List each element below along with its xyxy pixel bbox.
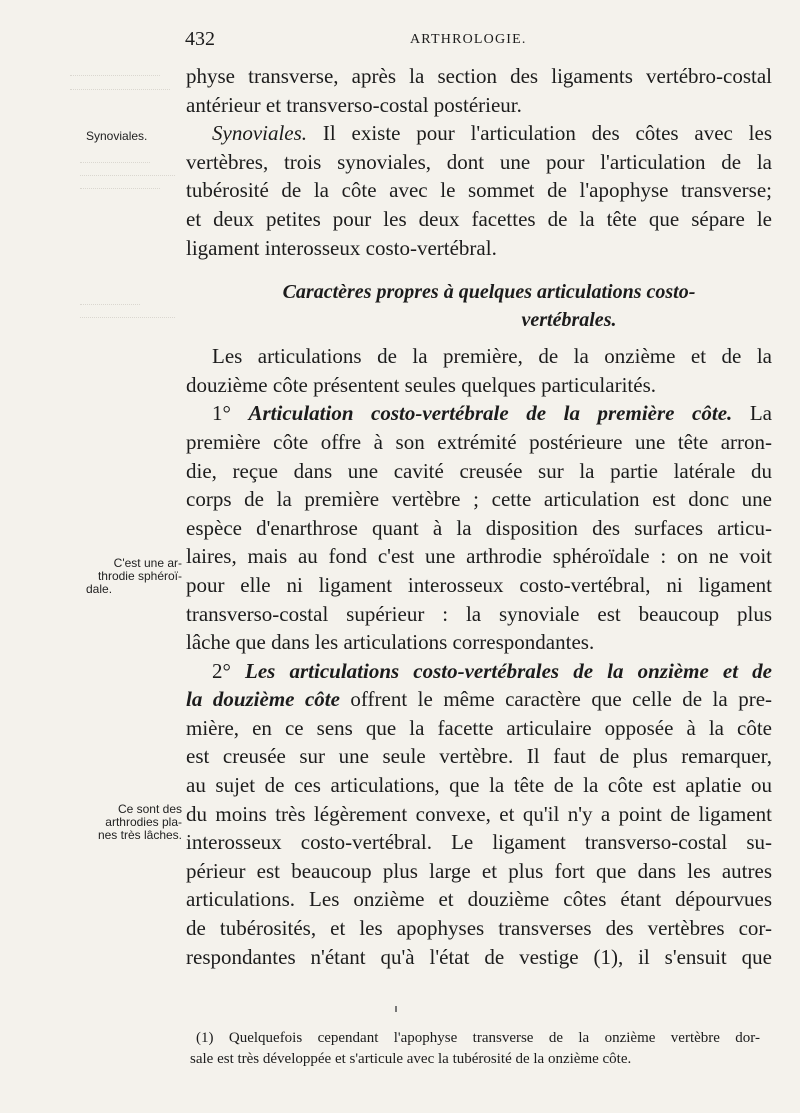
text-line: antérieur et transverso-costal postérieur.: [186, 92, 522, 117]
text-line: pour elle ni ligament interosseux costo-vertébral, ni ligament: [186, 572, 772, 597]
text-line: première côte offre à son extrémité postérieure une tête arron-: [186, 429, 772, 454]
text-line: physe transverse, après la section des ligaments vertébro-costal: [186, 64, 772, 88]
text-line: vertèbres, trois synoviales, dont une pour l'articulation de la: [186, 149, 772, 174]
margin-note-line: C'est une ar-: [113, 556, 182, 570]
text-line: douzième côte présentent seules quelques particularités.: [186, 372, 656, 397]
text-line: et deux petites pour les deux facettes de la tête que sépare le: [186, 206, 772, 231]
item-number: 2°: [212, 658, 231, 683]
text-line: de tubérosités, et les apophyses transverses des vertèbres cor-: [186, 916, 772, 941]
running-title: ARTHROLOGIE.: [410, 32, 527, 47]
text-line: respondantes n'étant qu'à l'état de vestige (1), il s'ensuit que: [186, 944, 772, 969]
footnote-mark: [395, 1006, 397, 1012]
text-line: tubérosité de la côte avec le sommet de l'apophyse transverse;: [186, 178, 772, 203]
show-through-text: [80, 292, 180, 332]
page-number: 432: [185, 28, 215, 50]
margin-note-planes: [62, 803, 182, 842]
text-line: die, reçue dans une cavité creusée sur la partie latérale du: [186, 458, 772, 483]
section-heading: vertébrales.: [521, 309, 617, 332]
text-line: transverso-costal supérieur : la synoviale est beaucoup plus: [186, 601, 772, 626]
paragraph-lead: Synoviales.: [212, 121, 308, 146]
text-line: mière, en ce sens que la facette articulaire opposée à la côte: [186, 715, 772, 740]
footnote-line: sale est très développée et s'articule avec la tubérosité de la onzième côte.: [190, 1051, 632, 1067]
text-line: [186, 399, 772, 428]
text-line: du moins très légèrement convexe, et qu'il n'y a point de ligament: [186, 801, 772, 826]
text-line: est creusée sur une seule vertèbre. Il faut de plus remarquer,: [186, 744, 772, 769]
footnote: [190, 1028, 760, 1070]
running-header: [185, 26, 745, 56]
text-run: offrent le même caractère que celle de la pre-: [339, 687, 773, 712]
margin-note-arthrodie: [64, 557, 182, 596]
text-line: [186, 685, 772, 714]
text-line: interosseux costo-vertébral. Le ligament transverso-costal su-: [186, 830, 772, 855]
margin-note-line: arthrodies pla-: [105, 815, 182, 829]
text-line: laires, mais au fond c'est une arthrodie sphéroïdale : on ne voit: [186, 544, 772, 569]
paragraph-lead: Articulation costo-vertébrale de la première côte.: [248, 401, 733, 426]
show-through-text: [70, 62, 180, 102]
text-run: La: [732, 401, 772, 426]
margin-note-line: dale.: [86, 582, 113, 596]
margin-note-line: nes très lâches.: [97, 828, 182, 842]
margin-note-line: throdie sphéroï-: [97, 569, 182, 583]
section-heading: Caractères propres à quelques articulations costo-: [282, 281, 696, 304]
text-line: périeur est beaucoup plus large et plus fort que dans les autres: [186, 858, 772, 883]
text-line: Les articulations de la première, de la onzième et de la: [212, 344, 772, 369]
text-line: articulations. Les onzième et douzième côtes étant dépourvues: [186, 887, 772, 912]
text-line: [186, 657, 772, 686]
show-through-text: [80, 150, 180, 190]
item-number: 1°: [212, 401, 231, 426]
margin-note-text: Synoviales.: [86, 129, 148, 143]
body-text: [186, 62, 772, 971]
text-line: [186, 119, 772, 148]
text-line: espèce d'enarthrose quant à la disposition des surfaces articu-: [186, 515, 772, 540]
text-line: ligament interosseux costo-vertébral.: [186, 235, 497, 260]
margin-note-synoviales: [86, 130, 147, 143]
footnote-line: (1) Quelquefois cependant l'apophyse transverse de la onzième vertèbre dor-: [196, 1030, 760, 1046]
text-line: au sujet de ces articulations, que la tête de la côte est aplatie ou: [186, 773, 772, 798]
text-run: Il existe pour l'articulation des côtes avec les: [307, 121, 772, 146]
margin-note-line: Ce sont des: [117, 802, 182, 816]
paragraph-lead: Les articulations costo-vertébrales de la onzième et de: [245, 658, 772, 683]
paragraph-lead: la douzième côte: [186, 687, 340, 712]
text-line: corps de la première vertèbre ; cette articulation est donc une: [186, 487, 772, 512]
text-line: lâche que dans les articulations correspondantes.: [186, 630, 595, 655]
